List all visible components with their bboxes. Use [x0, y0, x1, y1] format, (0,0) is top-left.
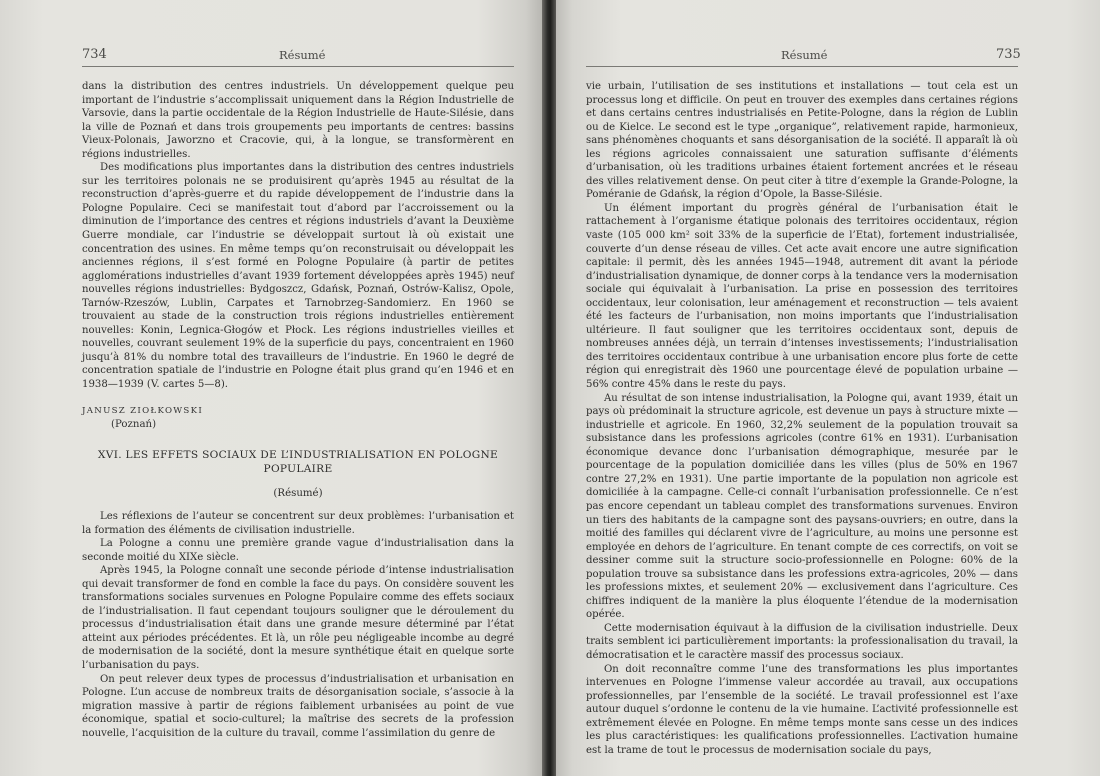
article-title	[82, 448, 514, 476]
paragraph: La Pologne a connu une première grande vague d’industrialisation dans la seconde moitié du XIXe siècle.	[82, 538, 514, 563]
header-rule	[586, 66, 1018, 67]
paragraph: Après 1945, la Pologne connaît une seconde période d’intense industrialisation qui devait transformer de fond en comble la face du pays. On considère souvent les transformations sociales survenues en Pologne Populaire comme des effets sociaux de l’industrialisation. Il faut cependant toujours souligner que le déroulement du processus d’industrialisation était dans une grande mesure déterminé par l’état atteint aux périodes précédentes. Et là, un rôle peu négligeable incombe au degré de modernisation de la société, dont la mesure synthétique était en quelque sorte l’urbanisation du pays.	[82, 565, 514, 672]
left-upper-text	[82, 80, 514, 392]
author-name: JANUSZ ZIOŁKOWSKI	[82, 406, 204, 416]
paragraph: On peut relever deux types de processus d’industrialisation et urbanisation en Pologne. L’un accuse de nombreux traits de désorganisation sociale, s’associe à la migration massive à partir de régions faiblement urbanisées au point de vue économique, spatial et socio-culturel; la maîtrise des secrets de la profession nouvelle, l’acquisition de la culture du travail, comme l’assimilation du genre de	[82, 673, 514, 739]
paragraph: vie urbain, l’utilisation de ses institutions et installations — tout cela est un processus long et difficile. On peut en trouver des exemples dans certaines régions et dans certains centres industrialisés en Petite-Pologne, dans la région de Lublin ou de Kielce. Le second est le type „organique”, relativement rapide, harmonieux, sans phénomènes choquants et sans désorganisation de la société. Il apparaît là où les régions agricoles connaissaient une saturation suffisante d’éléments d’urbanisation, où les traditions urbaines étaient fortement ancrées et le réseau des villes relativement dense. On peut citer à titre d’exemple la Grande-Pologne, la Poméranie de Gdańsk, la région d’Opole, la Basse-Silésie.	[586, 81, 1018, 201]
left-lower-text	[82, 510, 514, 740]
page-number: 735	[996, 47, 1021, 62]
right-page	[556, 0, 1100, 776]
header-rule	[82, 66, 514, 67]
paragraph: Cette modernisation équivaut à la diffusion de la civilisation industrielle. Deux traits semblent ici particulièrement importants: la professionalisation du travail, la démocratisation et le caractère massif des processus sociaux.	[586, 622, 1018, 661]
running-head: Résumé	[781, 48, 828, 62]
right-text	[586, 80, 1018, 757]
paragraph: Un élément important du progrès général de l’urbanisation était le rattachement à l’organisme étatique polonais des territoires occidentaux, région vaste (105 000 km² soit 33% de la superficie de l’Etat), fortement industrialisée, couverte d’un dense réseau de villes. Cet acte avait encore une autre signification capitale: il permit, dès les années 1945—1948, autrement dit avant la période d’industrialisation dynamique, de donner corps à la tendance vers la modernisation sociale qui équivalait à l’urbanisation. La prise en possession des territoires occidentaux, leur colonisation, leur aménagement et reconstruction — tels avaient été les facteurs de l’urbanisation, non moins importants que l’industrialisation ultérieure. Il faut souligner que les territoires occidentaux sont, depuis de nombreuses années déjà, un terrain d’intenses investissements; l’industrialisation des territoires occidentaux contribue à une urbanisation encore plus forte de cette région qui enregistrait dès 1960 une pourcentage élevé de population urbaine — 56% contre 45% dans le reste du pays.	[586, 202, 1018, 391]
paragraph: Les réflexions de l’auteur se concentrent sur deux problèmes: l’urbanisation et la formation des éléments de civilisation industrielle.	[82, 511, 514, 536]
paragraph: dans la distribution des centres industriels. Un développement quelque peu important de l’industrie s’accomplissait uniquement dans la Région Industrielle de Varsovie, dans la partie occidentale de la Région Industrielle de Haute-Silésie, dans la ville de Poznań et dans trois groupements peu importants de centres: bassins Vieux-Polonais, Jaworzno et Cracovie, qui, à la longue, se transformèrent en régions industrielles.	[82, 81, 514, 160]
running-head: Résumé	[279, 48, 326, 62]
paragraph: Au résultat de son intense industrialisation, la Pologne qui, avant 1939, était un pays où prédominait la structure agricole, est devenue un pays à structure mixte — industrielle et agricole. En 1960, 32,2% seulement de la population trouvait sa subsistance dans les professions agricoles (contre 61% en 1931). L’urbanisation économique devance donc l’urbanisation démographique, mesurée par le pourcentage de la population domiciliée dans les villes (plus de 50% en 1967 contre 27,2% en 1931). Une partie importante de la population non agricole est domiciliée à la campagne. Celle-ci connaît l’urbanisation professionnelle. Ce n’est pas encore cependant un tableau complet des transformations survenues. Environ un tiers des habitants de la campagne sont des paysans-ouvriers; en outre, dans la moitié des familles qui déclarent vivre de l’agriculture, au moins une personne est employée en dehors de l’agriculture. En tenant compte de ces correctifs, on voit se dessiner comme suit la structure socio-professionnelle en Pologne: 60% de la population trouve sa subsistance dans les professions extra-agricoles, 20% — dans les professions mixtes, et seulement 20% — exclusivement dans l’agriculture. Ces chiffres indiquent de la manière la plus éloquente l’étendue de la modernisation opérée.	[586, 392, 1018, 621]
left-page	[0, 0, 542, 776]
paragraph: Des modifications plus importantes dans la distribution des centres industriels sur les territoires polonais ne se produisirent qu’après 1945 au résultat de la reconstruction d’après-guerre et du rapide développement de l’industrie dans la Pologne Populaire. Ceci se manifestait tout d’abord par l’accroissement ou la diminution de l’importance des centres et régions industriels d’avant la Deuxième Guerre mondiale, car l’industrie se développait surtout là où existait une concentration des usines. En même temps qu’on reconstruisait ou développait les anciennes régions, il s’est formé en Pologne Populaire (à partir de petites agglomérations industrielles d’avant 1939 fortement développées après 1945) neuf nouvelles régions industrielles: Bydgoszcz, Gdańsk, Poznań, Ostrów-Kalisz, Opole, Tarnów-Rzeszów, Lublin, Carpates et Tarnobrzeg-Sandomierz. En 1960 se trouvaient au stade de la construction trois régions industrielles entièrement nouvelles: Konin, Legnica-Głogów et Płock. Les régions industrielles vieilles et nouvelles, couvrant seulement 19% de la superficie du pays, concentraient en 1960 jusqu’à 81% du nombre total des travailleurs de l’industrie. En 1960 le degré de concentration spatiale de l’industrie en Pologne était plus grand qu’en 1946 et en 1938—1939 (V. cartes 5—8).	[82, 162, 514, 391]
book-gutter	[542, 0, 556, 776]
paragraph: On doit reconnaître comme l’une des transformations les plus importantes intervenues en Pologne l’immense valeur accordée au travail, aux occupations professionnelles, par l’ensemble de la société. Le travail professionnel est l’axe autour duquel s’ordonne le contenu de la vie humaine. L’activité professionnelle est extrêmement élevée en Pologne. En même temps monte sans cesse un des indices les plus caractéristiques: les qualifications professionnelles. L’activation humaine est la trame de tout le processus de modernisation sociale du pays,	[586, 663, 1018, 756]
article-subtitle: (Résumé)	[273, 488, 323, 499]
page-number: 734	[82, 47, 107, 62]
title-line: POPULAIRE	[263, 463, 333, 475]
author-affiliation: (Poznań)	[111, 419, 157, 430]
title-line: XVI. LES EFFETS SOCIAUX DE L’INDUSTRIALISATION EN POLOGNE	[97, 449, 499, 461]
